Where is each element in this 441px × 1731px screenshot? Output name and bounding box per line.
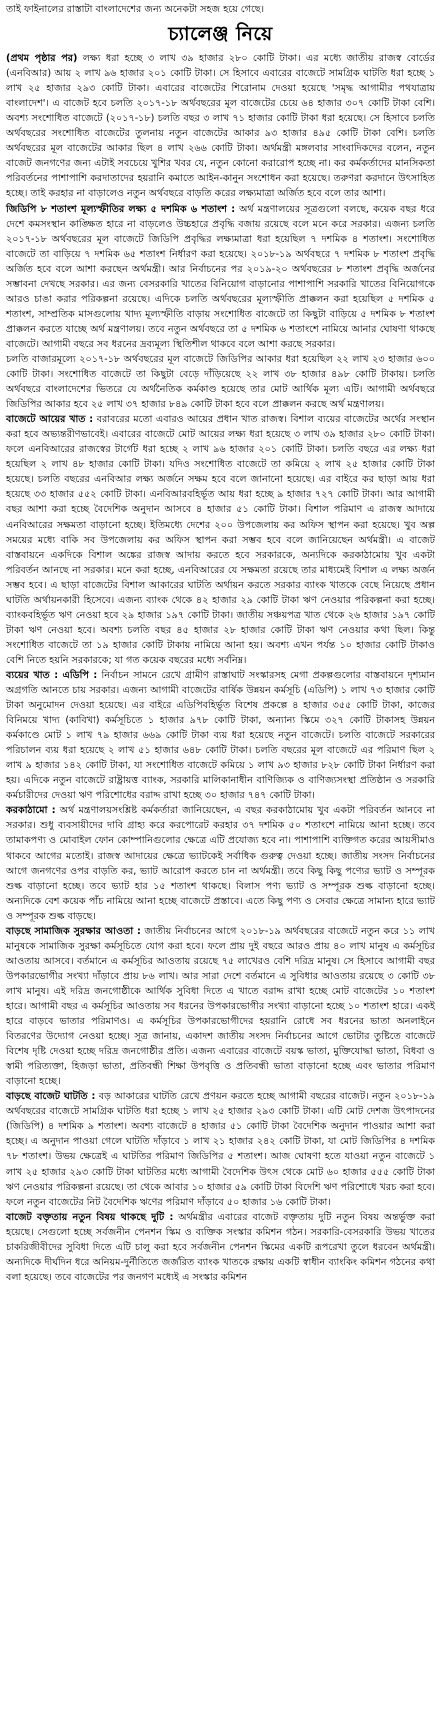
article-paragraph [6,202,435,352]
paragraph-text: অর্থ মন্ত্রণালয়ের সূত্রগুলো বলছে, কয়েক বছর ধরে দেশে কমসংস্থান কাঙ্ক্ষিত হারে না বাড়লেও উচ্চহারে প্রবৃদ্ধি বজায় রয়েছে বলে মনে করে সরকার। এজন্য চলতি ২০১৭-১৮ অর্থবছরের মূল বাজেটে জিডিপি প্রবৃদ্ধির লক্ষ্যমাত্রা ধরা হয়েছিল ৭ দশমিক ৪ শতাংশ। সংশোধিত বাজেটে তা বাড়িয়ে ৭ দশমিক ৬৫ শতাংশ নির্ধারণ করা হয়েছে। ২০১৮-১৯ অর্থবছরে ৭ দশমিক ৮ শতাংশ প্রবৃদ্ধি অর্জিত হবে বলে আশা করছেন অর্থমন্ত্রী। আর নির্বাচনের পর ২০১৯-২০ অর্থবছরের ৮ শতাংশ প্রবৃদ্ধি অর্জনের সম্ভাবনা দেখছে সরকার। এর জন্য বেসরকারি খাতের বিনিয়োগ বাড়ানোর পাশাপাশি সরকারি খাতের বিনিয়োগকে আরও চাঙা করার পরিকল্পনা রয়েছে। এদিকে চলতি অর্থবছরের মূল্যস্ফীতি প্রাক্কলন করা হয়েছিল ৫ দশমিক ৫ শতাংশ, সাম্প্রতিক মাসগুলোয় খাদ্য মূল্যস্ফীতি বাড়ায় সংশোধিত বাজেটে তা কিছুটা বাড়িয়ে ৫ দশমিক ৮ শতাংশ প্রাক্কলন করতে যাচ্ছে অর্থ মন্ত্রণালয়। তবে নতুন অর্থবছরে তা ৫ দশমিক ৬ শতাংশে নামিয়ে আনার ঘোষণা থাকছে বাজেটে। আগামী বছরে সব ধরনের দ্রব্যমূল্য স্থিতিশীল থাকবে বলে আশা করছে সরকার। [6,203,435,350]
paragraph-text: চলতি বাজারমূল্যে ২০১৭-১৮ অর্থবছরের মূল বাজেটে জিডিপির আকার ধরা হয়েছিল ২২ লাখ ২৩ হাজার ৬০০ কোটি টাকা। সংশোধিত বাজেটে তা কিছুটা বেড়ে দাঁড়িয়েছে ২২ লাখ ৩৮ হাজার ৪৯৮ কোটি টাকায়। চলতি অর্থবছরে বাংলাদেশের ভিতরে যে অর্থনৈতিক কর্মকাণ্ড হয়েছে তার মোট আর্থিক মূল্য এটি। আগামী অর্থবছরে জিডিপির আকার হবে ২৫ লাখ ৩৭ হাজার ৮৪৯ কোটি টাকা হবে বলে প্রাক্কলন করছে অর্থ মন্ত্রণালয়। [6,353,435,411]
paragraph-subheading: বাজেট বক্তৃতায় নতুন বিষয় থাকছে দুটি : [6,1211,174,1223]
paragraph-text: অর্থ মন্ত্রণালয়সংশ্লিষ্ট কর্মকর্তারা জানিয়েছেন, এ বছর করকাঠামোয় খুব একটা পরিবর্তন আনবে না সরকার। শুধু ব্যবসায়ীদের দাবি গ্রাহ্য করে করপোরেট করহার ৩৭ দশমিক ৫০ শতাংশে নামিয়ে আনা হচ্ছে। তবে তামাকপণ্য ও মোবাইল ফোন কোম্পানিগুলোর ক্ষেত্রে এটি প্রযোজ্য হবে না। পাশাপাশি ব্যক্তিগত করের আয়সীমাও থাকবে আগের মতোই। রাজস্ব আদায়ের ক্ষেত্রে ভ্যাটকেই সর্বাধিক গুরুত্ব দেওয়া হচ্ছে। জাতীয় সংসদ নির্বাচনের আগে জনগণের ওপর বাড়তি কর, ভ্যাট আরোপ করতে চান না অর্থমন্ত্রী। তবে কিছু কিছু পণ্যের ভ্যাট ও সম্পূরক শুল্ক বাড়ানো হচ্ছে। তবে ভ্যাট হার ১৫ শতাংশ থাকছে। বিলাস পণ্য ভ্যাট ও সম্পূরক শুল্ক বাড়ানো হচ্ছে। অন্যদিকে বেশ কয়েক পাঁচ নামিয়ে আনা হচ্ছে বাজেটে প্রস্তাবে। এতে কিছু পণ্য ও সেবার ক্ষেত্রে সামান্য হারে ভ্যাট ও সম্পূরক শুল্ক বাড়ছে। [6,805,435,922]
paragraph-text: জাতীয় নির্বাচনের আগে ২০১৮-১৯ অর্থবছরের বাজেটে নতুন করে ১১ লাখ মানুষকে সামাজিক সুরক্ষা কর্মসূচিতে যোগ করা হবে। ফলে প্রায় দুই বছরে আরও প্রায় ৪০ লাখ মানুষ এ কর্মসূচির আওতায় আসবে। বর্তমানে এ কর্মসূচির আওতায় রয়েছে ৭৫ লাখেরও বেশি দরিদ্র মানুষ। সে হিসাবে আগামী বছর উপকারভোগীর সংখ্যা দাঁড়াবে প্রায় ৮৬ লাখ। আর সারা দেশে বর্তমানে এ সুবিধার আওতায় রয়েছে ৩ কোটি ৩৮ লাখ মানুষ। এই দরিদ্র জনগোষ্ঠীকে আর্থিক সুবিধা দিতে এ খাতে বরাদ্দ রাখা হচ্ছে মোট বাজেটের ১০ শতাংশ হারে। আগামী বছর এ কর্মসূচির আওতায় সব ধরনের উপকারভোগীর সংখ্যা বাড়ানো হচ্ছে ১০ শতাংশ হারে। একই হারে বাড়বে ভাতার পরিমাণও। এ কর্মসূচির উপকারভোগীদের হয়রানি রোধে সব ধরনের ভাতা অনলাইনে বিতরণের উদ্যোগ নেওয়া হচ্ছে। সূত্র জানায়, একাদশ জাতীয় সংসদ নির্বাচনের আগে ভোটার তুষ্টিতে বাজেটে বিশেষ দৃষ্টি দেওয়া হচ্ছে দরিদ্র জনগোষ্ঠীর প্রতি। এজন্য এবারের বাজেটে বয়স্ক ভাতা, মুক্তিযোদ্ধা ভাতা, বিধবা ও স্বামী পরিত্যক্তা, হিজড়া ভাতা, প্রতিবন্ধী শিক্ষা উপবৃত্তি ও প্রতিবন্ধী ভাতা বাড়ানো হচ্ছে এবং ভাতার পরিমাণ বাড়ানো হচ্ছে। [6,925,435,1088]
paragraph-text: বড় আকারের ঘাটতি রেখে প্রণয়ন করতে হচ্ছে আগামী বছরের বাজেট। নতুন ২০১৮-১৯ অর্থবছরের বাজেটে সামগ্রিক ঘাটতি ধরা হচ্ছে ১ লাখ ২৫ হাজার ২৯৩ কোটি টাকা। এটি মোট দেশজ উৎপাদনের (জিডিপি) ৪ দশমিক ৯ শতাংশ। অবশ্য বাজেটে ৪ হাজার ৫১ কোটি টাকা বৈদেশিক অনুদান পাওয়ার আশা করা হচ্ছে। এ অনুদান পাওয়া গেলে ঘাটতি দাঁড়াবে ১ লাখ ২১ হাজার ২৪২ কোটি টাকা, যা মোট জিডিপির ৪ দশমিক ৭৮ শতাংশ। উভয় ক্ষেত্রেই এ ঘাটতির পরিমাণ জিডিপির ৫ শতাংশ। আজ ঘোষণা হতে যাওয়া নতুন বাজেটে ১ লাখ ২৫ হাজার ২৯৩ কোটি টাকা ঘাটতির মধ্যে আগামী বৈদেশিক উৎস থেকে মোট ৬০ হাজার ৫৫৫ কোটি টাকা ঋণ নেওয়ার পরিকল্পনা রয়েছে। তা থেকে আবার ১০ হাজার ৫৯ কোটি টাকা বিদেশি ঋণ পরিশোধে খরচ করা হবে। ফলে নতুন বাজেটের নিট বৈদেশিক ঋণের পরিমাণ দাঁড়াবে ৫০ হাজার ১৬ কোটি টাকা। [6,1091,435,1208]
article-paragraph [6,924,435,1090]
paragraph-subheading: বাজেটে আয়ের খাত : [6,414,94,426]
paragraph-text: অর্থমন্ত্রীর এবারের বাজেট বক্তৃতায় দুটি নতুন বিষয় অন্তর্ভুক্ত করা হয়েছে। সেগুলো হচ্ছে সর্বজনীন পেনশন স্কিম ও ব্যক্তিক সংস্কার কমিশন গঠন। সরকারি-বেসরকারি উভয় খাতের চাকরিজীবীদের সুবিধা দিতে এটি চালু করা হবে সর্বজনীন পেনশন স্কিমের একটি রূপরেখা তুলে ধরবেন অর্থমন্ত্রী। অন্যদিকে দীর্ঘদিন ধরে অনিয়ম-দুর্নীতিতে জর্জরিত ব্যাংক খাতকে রক্ষায় একটি স্বাধীন ব্যাংকিং কমিশন গঠনের কথা বলা হয়েছে। তবে বাজেটের পর জনগণ মধ্যেই এ সংস্কার কমিশন [6,1211,435,1283]
article-paragraph [6,668,435,803]
paragraph-text: লক্ষ্য ধরা হচ্ছে ৩ লাখ ৩৯ হাজার ২৮০ কোটি টাকা। এর মধ্যে জাতীয় রাজস্ব বোর্ডের (এনবিআর) আয় ২ লাখ ৯৬ হাজার ২০১ কোটি টাকা। সে হিসাবে এবারের বাজেটে সামগ্রিক ঘাটতি ধরা হচ্ছে ১ লাখ ২৫ হাজার ২৯৩ কোটি টাকা। এবারের বাজেটের শিরোনাম দেওয়া হয়েছে 'সমৃদ্ধ আগামীর পথযাত্রায় বাংলাদেশ'। এ বাজেট হবে চলতি ২০১৭-১৮ অর্থবছরের মূল বাজেটের চেয়ে ৬৪ হাজার ৩০৭ কোটি টাকা বেশি। অবশ্য সংশোধিত বাজেটে (২০১৭-১৮) চলতি বছর ৩ লাখ ৭১ হাজার কোটি টাকা ধরা হয়েছে। সে হিসাবে চলতি অর্থবছরের সংশোধিত বাজেটের তুলনায় নতুন বাজেটের আকার ৯৩ হাজার ৪৯৫ কোটি টাকা বেশি। চলতি অর্থবছরের মূল বাজেটের আকার ছিল ৪ লাখ ২৬৬ কোটি টাকা। অর্থমন্ত্রী মঙ্গলবার সাংবাদিকদের বলেন, নতুন বাজেট জনগণের জন্য এটাই সবচেয়ে খুশির খবর যে, নতুন কোনো করারোপ হচ্ছে না। কর কর্মকর্তাদের মানসিকতা পরিবর্তনের পাশাপাশি করদাতাদের হয়রানি কমাতে আইন-কানুন সংশোধন করা হয়েছে। তরুণরা করদানে উৎসাহিত হচ্ছে। তাই করহার না বাড়ালেও নতুন অর্থবছরে বাড়তি করের লক্ষ্যমাত্রা অর্জিত হবে বলে তার আশা। [6,53,435,200]
article-headline: চ্যালেঞ্জ নিয়ে [168,23,273,46]
paragraph-subheading: করকাঠামো : [6,805,56,817]
article-paragraph [6,1089,435,1209]
previous-article-tail: তাই ফাইনালের রাস্তাটা বাংলাদেশের জন্য অনেকটা সহজ হয়ে গেছে। [6,4,265,15]
paragraph-text: নির্বাচন সামনে রেখে গ্রামীণ রাস্তাঘাট সংস্কারসহ মেগা প্রকল্পগুলোর বাস্তবায়নে দৃশ্যমান অগ্রগতি আনতে চায় সরকার। এজন্য আগামী বাজেটের বার্ষিক উন্নয়ন কর্মসূচি (এডিপি) ১ লাখ ৭৩ হাজার কোটি টাকা অনুমোদন দেওয়া হয়েছে। এর বাইরে এডিপিবহির্ভূত বিশেষ প্রকল্পে ৪ হাজার ৩৫৫ কোটি টাকা, কাজের বিনিময়ে খাদ্য (কাবিখা) কর্মসূচিতে ১ হাজার ৯৭৮ কোটি টাকা, অন্যান্য স্কিমে ৩২৭ কোটি টাকাসহ উন্নয়ন কর্মকাণ্ডে মোট ১ লাখ ৭৯ হাজার ৬৬৯ কোটি টাকা ব্যয় ধরা হয়েছে নতুন বাজেটে। চলতি বাজেটে সরকারের পরিচালন ব্যয় ধরা হয়েছে ২ লাখ ৫১ হাজার ৬৪৮ কোটি টাকা। চলতি বছরের মূল বাজেটে এর পরিমাণ ছিল ২ লাখ ৯ হাজার ১৪২ কোটি টাকা, যা সংশোধিত বাজেটে কমিয়ে ১ লাখ ৯৩ হাজার ৮২৮ কোটি টাকা নির্ধারণ করা হয়। এদিকে নতুন বাজেটে রাষ্ট্রায়ত্ত ব্যাংক, সরকারি মালিকানাধীন বাণিজ্যিক ও বাণিজ্যসংস্থা প্রতিষ্ঠান ও সরকারি কর্মচারীদের দেওয়া ঋণ পরিশোধের বরাদ্দ রাখা হচ্ছে ৩০ হাজার ৭৪৭ কোটি টাকা। [6,669,435,802]
article-paragraph [6,51,435,201]
article-paragraph [6,1210,435,1285]
paragraph-text: বরাবরের মতো এবারও আয়ের প্রধান খাত রাজস্ব। বিশাল ব্যয়ের বাজেটের অর্থের সংস্থান করা হবে অভ্যন্তরীণভাবেই। এবারের বাজেটে মোট আয়ের লক্ষ্য ধরা হয়েছে ৩ লাখ ৩৯ হাজার ২৮০ কোটি টাকা। ফলে এনবিআরের রাজস্বের টার্গেট ধরা হচ্ছে ২ লাখ ৯৬ হাজার ২০১ কোটি টাকা। চলতি বছরে এর লক্ষ্য ধরা হয়েছিল ২ লাখ ৪৮ হাজার কোটি টাকা। যদিও সংশোধিত বাজেটে তা কমিয়ে ২ লাখ ২৫ হাজার কোটি টাকা হয়েছে। চলতি বছরের এনবিআর লক্ষ্য অর্জনে সক্ষম হবে বলে জানানো হয়েছে। এর বাইরে কর ছাড়া আয় ধরা হয়েছে ৩৩ হাজার ৫৫২ কোটি টাকা। এনবিআরবহির্ভূত আয় ধরা হচ্ছে ৯ হাজার ৭২৭ কোটি টাকা। আর আগামী বছর আশা করা হচ্ছে বৈদেশিক অনুদান আসবে ৪ হাজার ৫১ কোটি টাকা। বিশাল পরিমাণ এ রাজস্ব আদায়ে এনবিআরের সক্ষমতা বাড়ানো হচ্ছে। ইতিমধ্যে দেশের ২০০ উপজেলায় কর অফিস স্থাপন করা হয়েছে। খুব অল্প সময়ের মধ্যে বাকি সব উপজেলায় কর অফিস স্থাপন করা সম্ভব হবে বলে জানিয়েছেন অর্থমন্ত্রী। এ বাজেট বাস্তবায়নে একদিকে বিশাল অঙ্কের রাজস্ব আদায় করতে হবে সরকারকে, অন্যদিকে করকাঠামোয় খুব একটা পরিবর্তন আনছে না সরকার। মনে করা হচ্ছে, এনবিআরের যে সক্ষমতা রয়েছে তার মাধ্যমেই বিশাল এ লক্ষ্য অর্জন সম্ভব হবে। এ ছাড়া বাজেটের বিশাল আকারের ঘাটতি অর্থায়ন করতে সরকার ব্যাংক খাতকে বেছে নিয়েছে প্রধান ঘাটতি অর্থায়নকারী হিসেবে। এজন্য ব্যাংক থেকে ৪২ হাজার ২৯ কোটি টাকা ঋণ নেওয়ার পরিকল্পনা করা হচ্ছে। ব্যাংকবহির্ভূত ঋণ নেওয়া হবে ২৯ হাজার ১৯৭ কোটি টাকা। জাতীয় সঞ্চয়পত্র খাত থেকে ২৬ হাজার ১৯৭ কোটি টাকা ঋণ নেওয়া হবে। অবশ্য চলতি বছর ৪৫ হাজার ২৮ হাজার কোটি টাকা ঋণ নেওয়ার কথা ছিল। কিন্তু সংশোধিত বাজেটে তা ১৯ হাজার কোটি টাকায় নামিয়ে আনা হয়। অবশ্য এখন পর্যন্ত ১০ হাজার কোটি টাকাও বেশি নিতে হয়নি সরকারকে; যা গত কয়েক বছরের মধ্যে সর্বনিম্ন। [6,414,436,666]
paragraph-subheading: ব্যয়ের খাত : এডিপি : [6,669,98,681]
article-body [6,51,435,1285]
paragraph-subheading: বাড়ছে বাজেট ঘাটতি : [6,1091,96,1103]
paragraph-subheading: (প্রথম পৃষ্ঠার পর) [6,53,78,65]
article-paragraph [6,803,435,923]
article-paragraph [6,352,435,412]
paragraph-subheading: জিডিপি ৮ শতাংশ মূল্যস্ফীতির লক্ষ্য ৫ দশমিক ৬ শতাংশ : [6,203,236,215]
article-paragraph [6,412,435,668]
paragraph-subheading: বাড়ছে সামাজিক সুরক্ষার আওতা : [6,925,141,937]
